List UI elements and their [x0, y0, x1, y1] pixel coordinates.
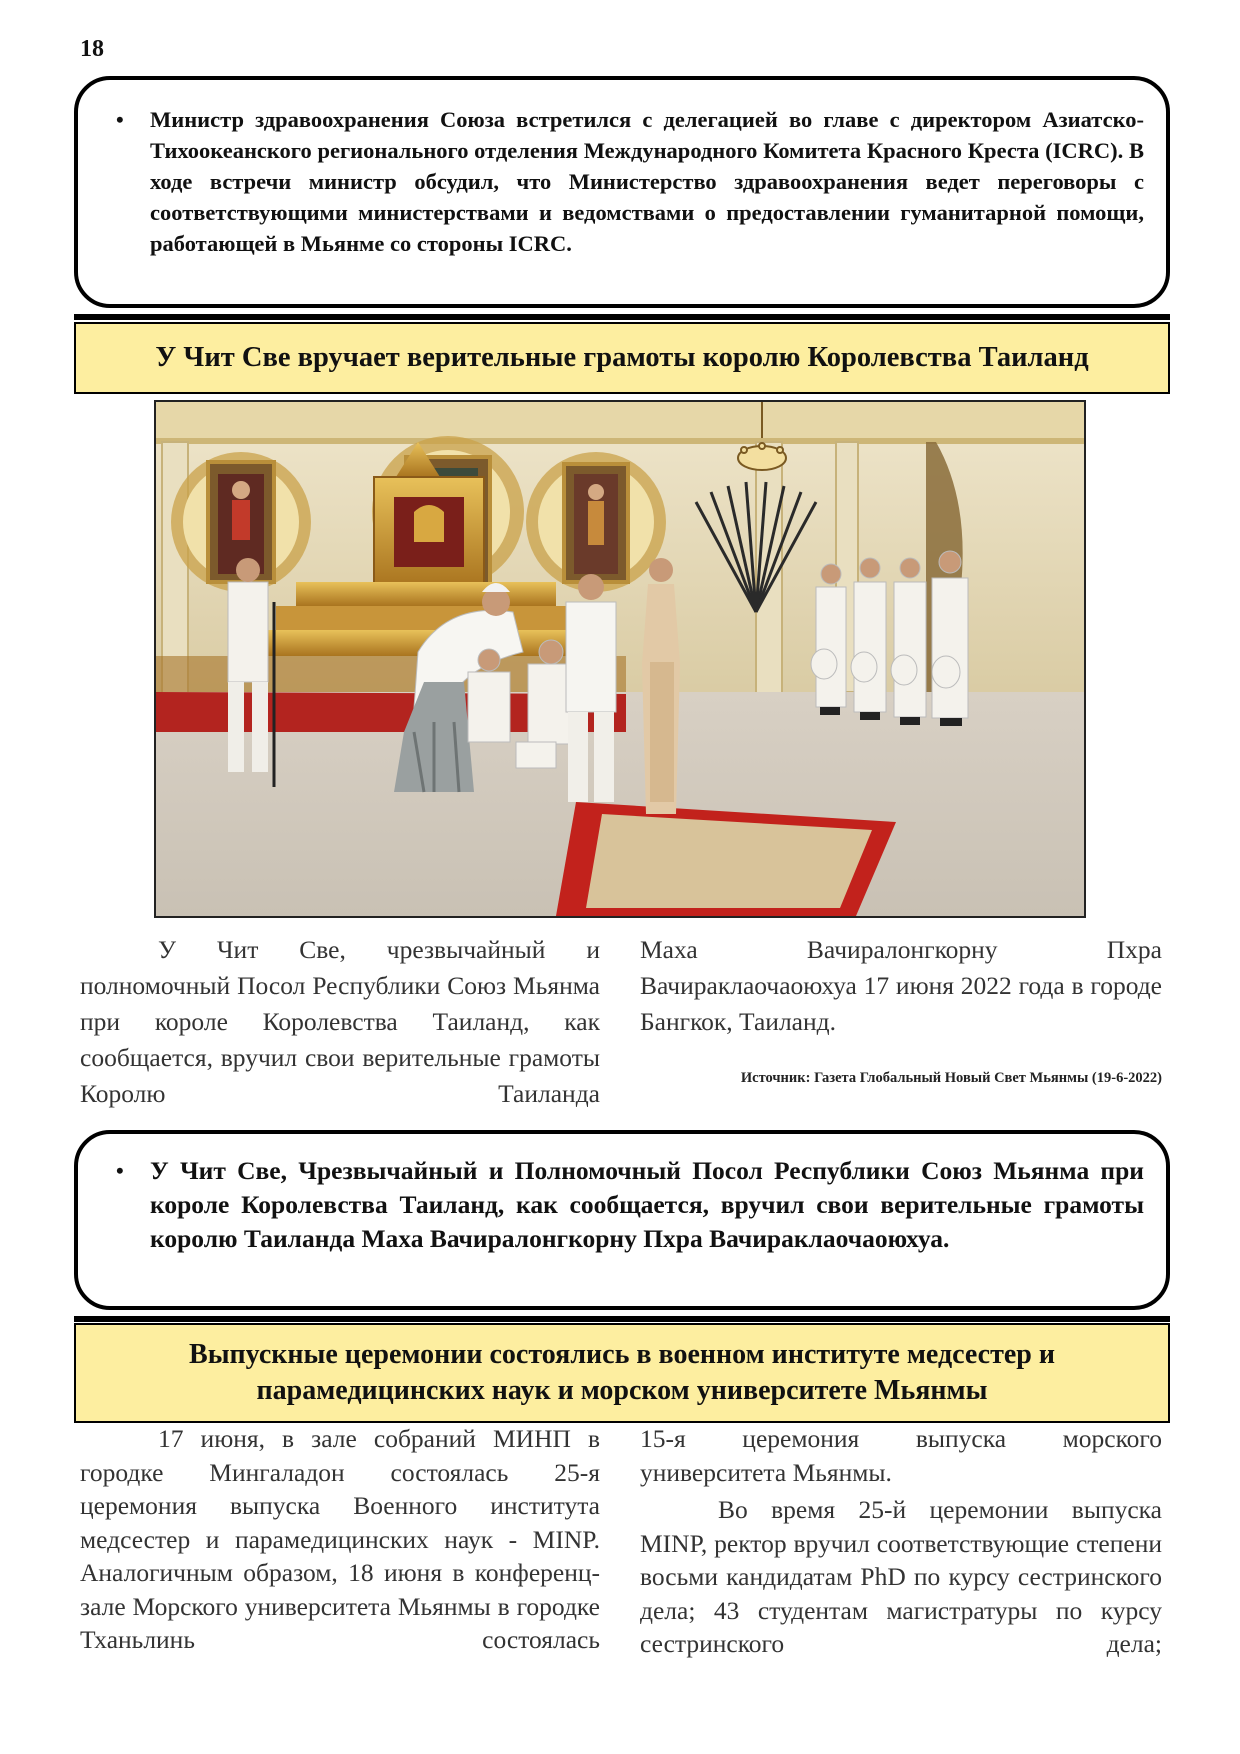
summary-box-health	[74, 76, 1170, 308]
article-graduation-left-column	[80, 1422, 600, 1657]
source-caption: Источник: Газета Глобальный Новый Свет Мьянмы (19-6-2022)	[740, 1070, 1162, 1086]
article-paragraph: У Чит Све, чрезвычайный и полномочный Посол Республики Союз Мьянма при короле Королевства Таиланд, как сообщается, вручил свои верительные грамоты Королю Таиланда	[80, 935, 600, 1108]
article-graduation-right-column	[640, 1422, 1162, 1661]
ceremony-photo	[154, 400, 1086, 918]
ceremony-photo-illustration	[156, 402, 1084, 916]
headline-graduation: Выпускные церемонии состоялись в военном институте медсестер и парамедицинских наук и морском университете Мьянмы	[74, 1323, 1170, 1423]
article-paragraph: Маха Вачиралонгкорну Пхра Вачираклаочаоюхуа 17 июня 2022 года в городе Бангкок, Таиланд.	[640, 935, 1162, 1036]
divider	[74, 1316, 1170, 1322]
page-number: 18	[80, 36, 104, 62]
article-credentials-left-column	[80, 932, 600, 1112]
divider	[74, 314, 1170, 320]
article-paragraph: 15-я церемония выпуска морского университета Мьянмы.	[640, 1424, 1162, 1487]
summary-box-credentials	[74, 1130, 1170, 1310]
summary-bullet: • У Чит Све, Чрезвычайный и Полномочный Посол Республики Союз Мьянма при короле Королевства Таиланд, как сообщается, вручил свои верительные грамоты королю Таиланда Маха Вачиралонгкорну Пхра Вачираклаочаоюхуа.	[150, 1154, 1144, 1256]
article-paragraph: Во время 25-й церемонии выпуска MINP, ректор вручил соответствующие степени восьми кандидатам PhD по курсу сестринского дела; 43 студентам магистратуры по курсу сестринского дела;	[640, 1495, 1162, 1658]
summary-bullet: • Министр здравоохранения Союза встретился с делегацией во главе с директором Азиатско-Тихоокеанского регионального отделения Международного Комитета Красного Креста (ICRC). В ходе встречи министр обсудил, что Министерство здравоохранения ведет переговоры с соответствующими министерствами и ведомствами о предоставлении гуманитарной помощи, работающей в Мьянме со стороны ICRC.	[150, 104, 1144, 259]
article-paragraph: 17 июня, в зале собраний МИНП в городке Мингаладон состоялась 25-я церемония выпуска Военного института медсестер и парамедицинских наук - MINP. Аналогичным образом, 18 июня в конференц-зале Морского университета Мьянмы в городке Тханьлинь состоялась	[80, 1424, 600, 1654]
headline-credentials: У Чит Све вручает верительные грамоты королю Королевства Таиланд	[74, 322, 1170, 394]
article-credentials-right-column	[640, 932, 1162, 1040]
